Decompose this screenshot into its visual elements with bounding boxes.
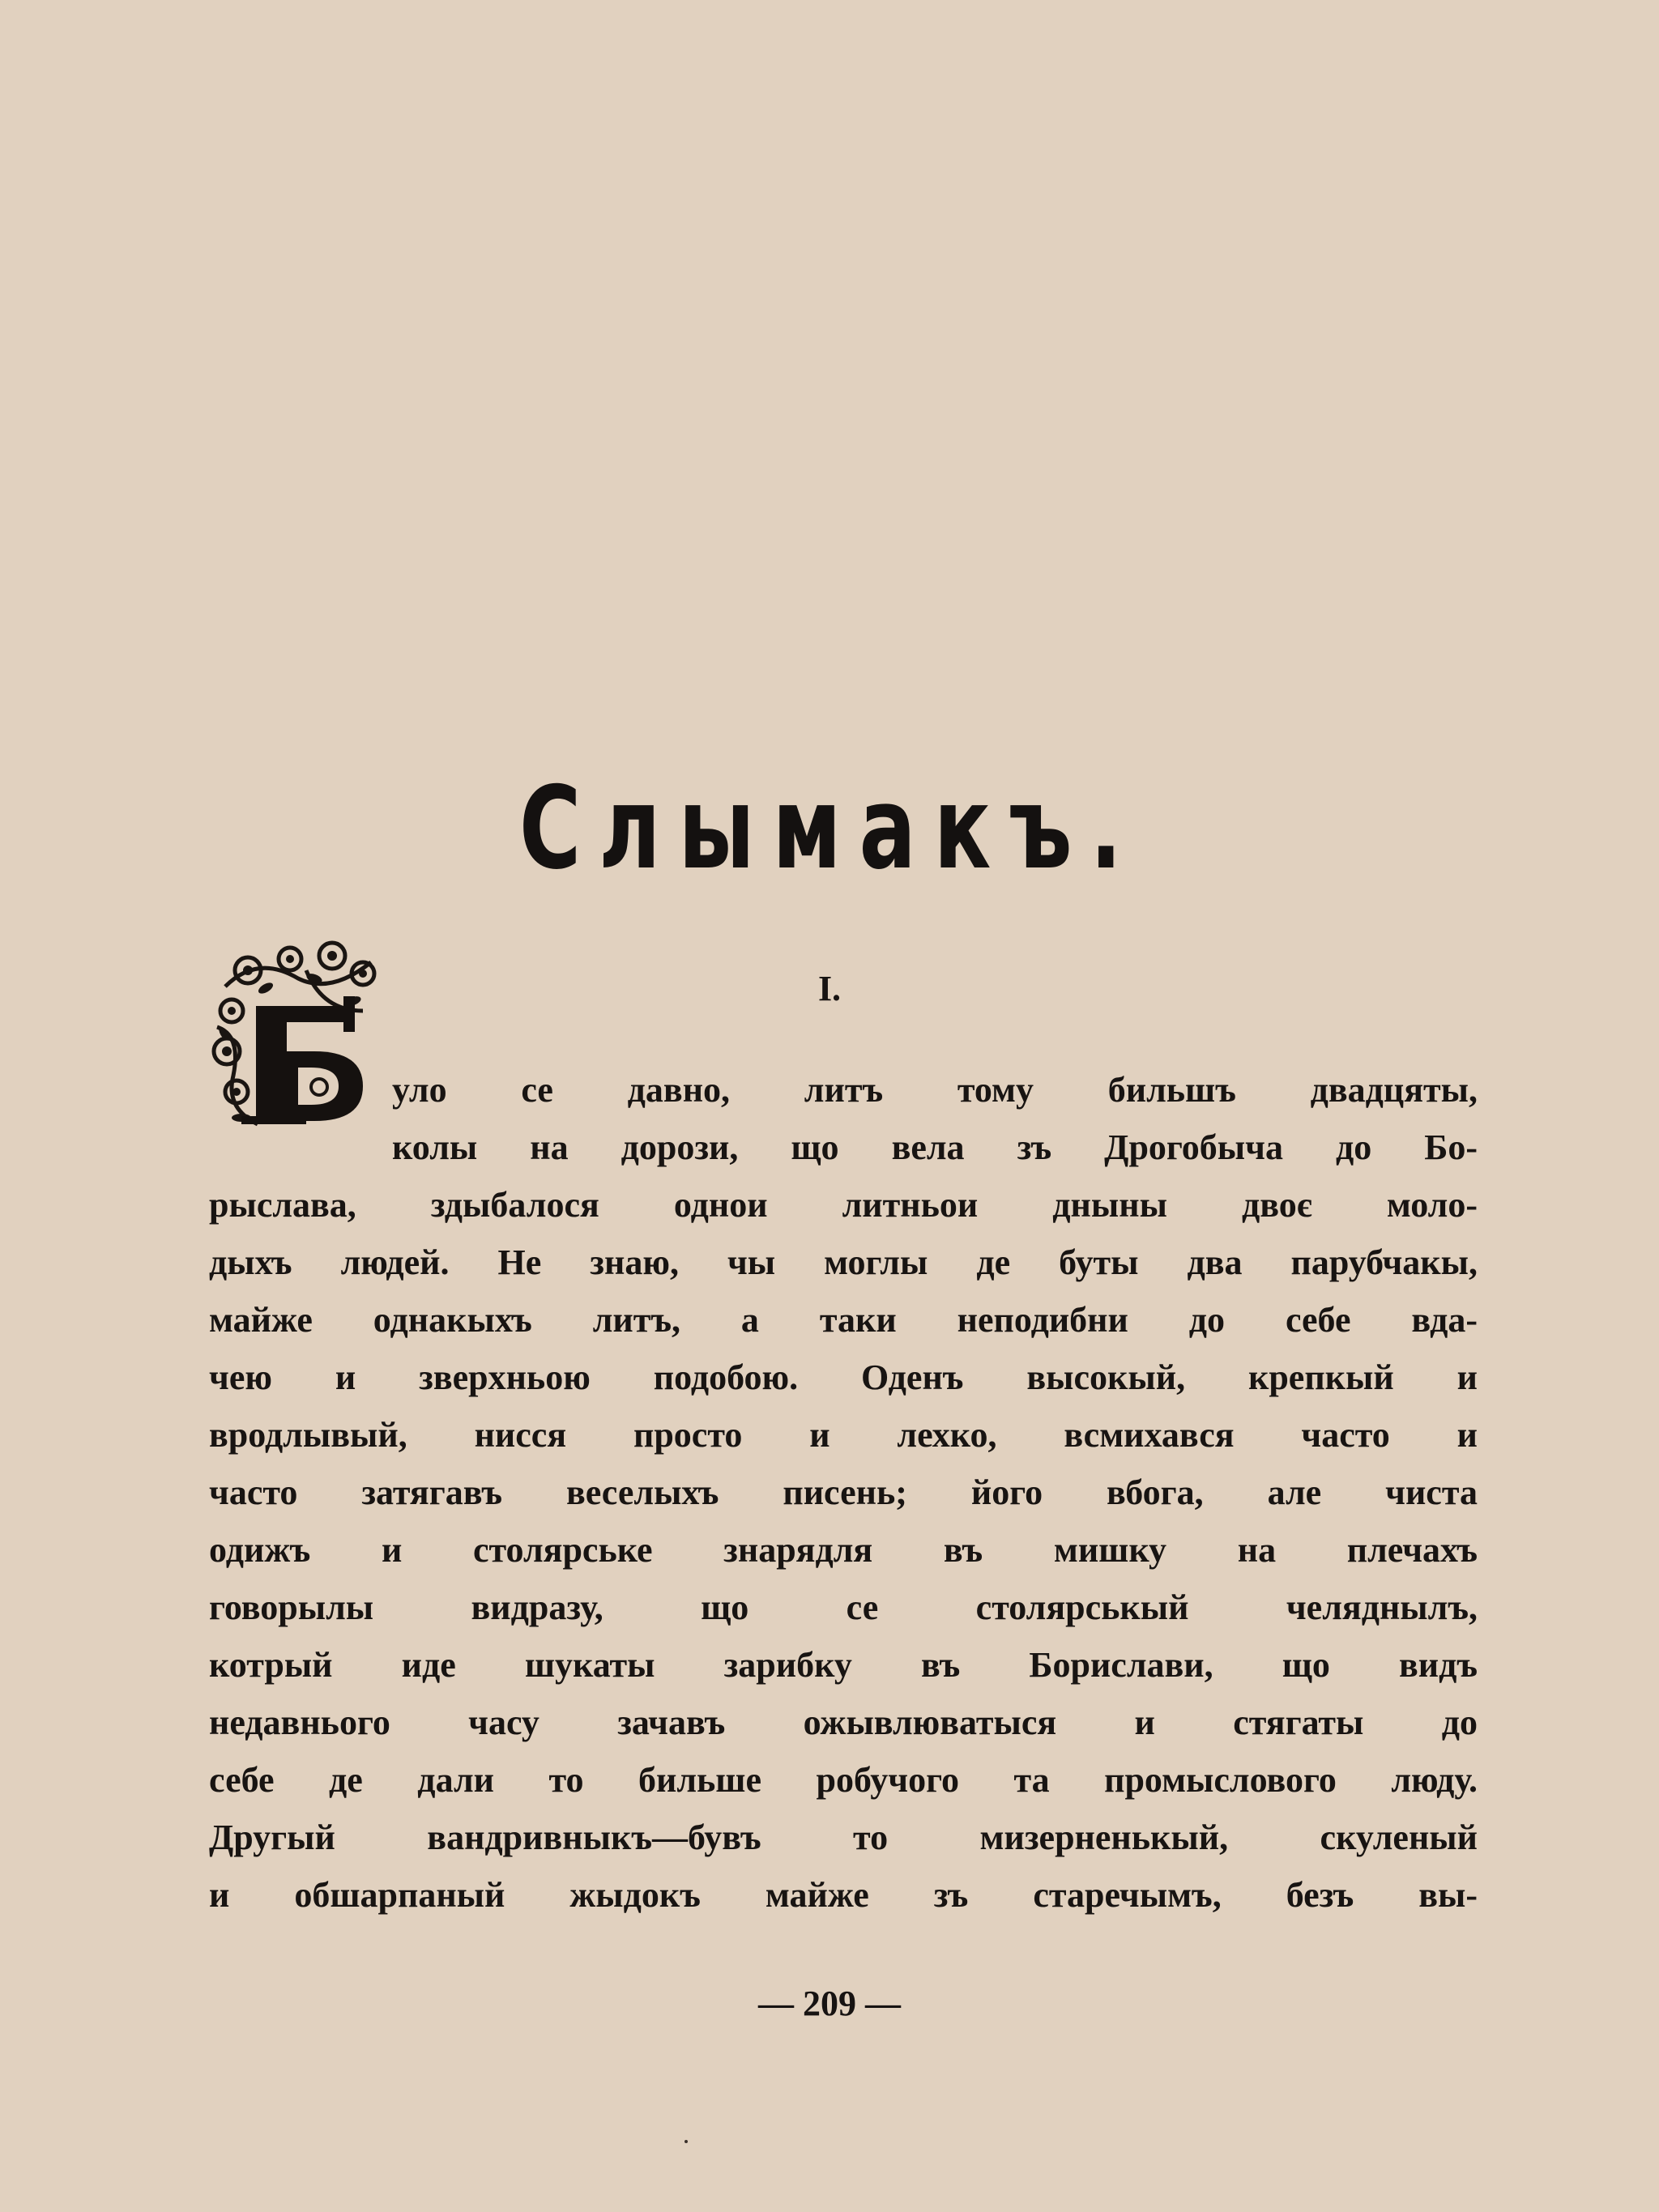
text-line: часто затягавъ веселыхъ писень; його вбога, але чиста [209, 1473, 1478, 1512]
text-line: и обшарпаный жыдокъ майже зъ старечымъ, безъ вы- [209, 1875, 1478, 1915]
text-line: вродлывый, нисся просто и лехко, всмихався часто и [209, 1415, 1478, 1455]
text-line: Другый вандривныкъ—бувъ то мизерненькый, скуленый [209, 1818, 1478, 1857]
text-line: говорылы видразу, що се столярськый челяднылъ, [209, 1588, 1478, 1627]
text-line: рыслава, здыбалося однои литньои дныны двоє моло- [209, 1185, 1478, 1225]
text-line: колы на дорози, що вела зъ Дрогобыча до Бо- [392, 1127, 1478, 1167]
story-title: Слымакъ. [519, 761, 1140, 895]
chapter-number: I. [817, 969, 842, 1008]
text-line: чею и зверхньою подобою. Оденъ высокый, крепкый и [209, 1357, 1478, 1397]
text-line: уло се давно, литъ тому бильшъ двадцяты, [392, 1070, 1478, 1110]
print-speck [684, 2140, 688, 2143]
text-line: дыхъ людей. Не знаю, чы моглы де буты два парубчакы, [209, 1242, 1478, 1282]
text-line: котрый иде шукаты зарибку въ Борислави, що видъ [209, 1645, 1478, 1685]
text-line: майже однакыхъ литъ, а таки неподибни до себе вда- [209, 1300, 1478, 1340]
text-line: недавнього часу зачавъ ожывлюватыся и стягаты до [209, 1703, 1478, 1742]
page-number: — 209 — [758, 1984, 901, 2023]
text-line: себе де дали то бильше робучого та промыслового люду. [209, 1760, 1478, 1800]
text-line: одижъ и столярське знарядля въ мишку на плечахъ [209, 1530, 1478, 1570]
